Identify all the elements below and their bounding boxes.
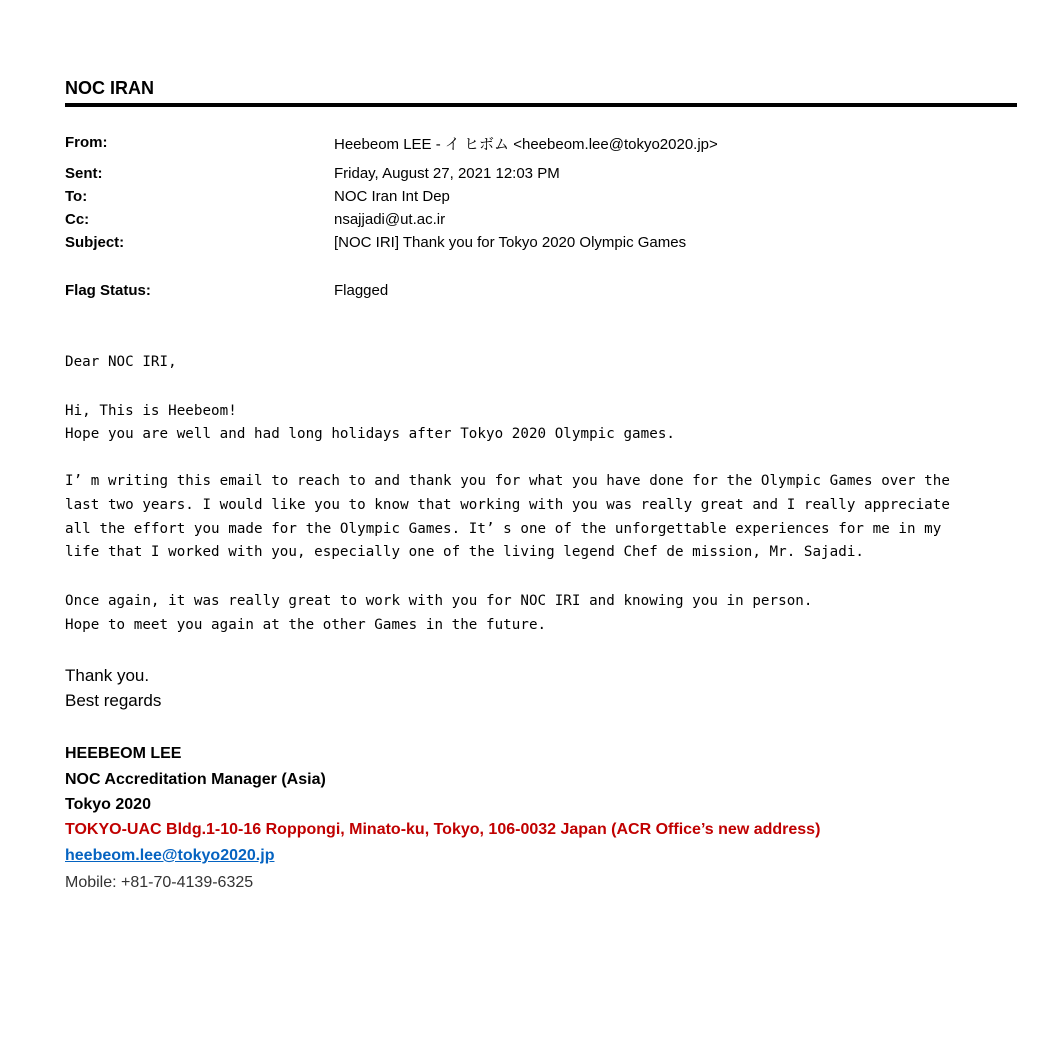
signature-mobile: Mobile: +81-70-4139-6325 xyxy=(65,874,254,891)
thanks-line: Thank you. xyxy=(65,666,150,685)
main-paragraph-line-4: life that I worked with you, especially one of the living legend Chef de mission, Mr. Sajadi. xyxy=(65,544,865,560)
closing-paragraph-line-2: Hope to meet you again at the other Games in the future. xyxy=(65,617,547,633)
greeting: Dear NOC IRI, xyxy=(65,354,177,370)
intro-line-2: Hope you are well and had long holidays after Tokyo 2020 Olympic games. xyxy=(65,426,676,442)
subject-value: [NOC IRI] Thank you for Tokyo 2020 Olympic Games xyxy=(334,234,687,251)
subject-label: Subject: xyxy=(65,234,125,251)
signature-address: TOKYO-UAC Bldg.1-10-16 Roppongi, Minato-ku, Tokyo, 106-0032 Japan (ACR Office’s new address) xyxy=(65,821,821,838)
mailbox-title: NOC IRAN xyxy=(65,78,154,98)
flag-status-value: Flagged xyxy=(334,282,389,299)
to-label: To: xyxy=(65,188,88,205)
sent-value: Friday, August 27, 2021 12:03 PM xyxy=(334,165,560,182)
flag-status-label: Flag Status: xyxy=(65,282,151,299)
signature-organization: Tokyo 2020 xyxy=(65,796,151,813)
regards-line: Best regards xyxy=(65,691,162,710)
main-paragraph-line-2: last two years. I would like you to know that working with you was really great and I really appreciate xyxy=(65,497,950,513)
signature-name: HEEBEOM LEE xyxy=(65,745,182,762)
signature-title: NOC Accreditation Manager (Asia) xyxy=(65,771,326,788)
signature-email-link[interactable]: heebeom.lee@tokyo2020.jp xyxy=(65,847,275,864)
cc-label: Cc: xyxy=(65,211,90,228)
to-value: NOC Iran Int Dep xyxy=(334,188,450,205)
main-paragraph-line-3: all the effort you made for the Olympic Games. It’ s one of the unforgettable experiences for me in my xyxy=(65,521,942,537)
closing-paragraph-line-1: Once again, it was really great to work with you for NOC IRI and knowing you in person. xyxy=(65,593,813,609)
main-paragraph-line-1: I’ m writing this email to reach to and thank you for what you have done for the Olympic Games over the xyxy=(65,473,950,489)
from-label: From: xyxy=(65,134,108,151)
intro-line-1: Hi, This is Heebeom! xyxy=(65,403,237,419)
header-divider xyxy=(65,103,1017,107)
from-value: Heebeom LEE - イ ヒボム <heebeom.lee@tokyo2020.jp> xyxy=(334,136,718,153)
sent-label: Sent: xyxy=(65,165,103,182)
signature-email-row xyxy=(65,844,274,868)
cc-value: nsajjadi@ut.ac.ir xyxy=(334,211,446,228)
